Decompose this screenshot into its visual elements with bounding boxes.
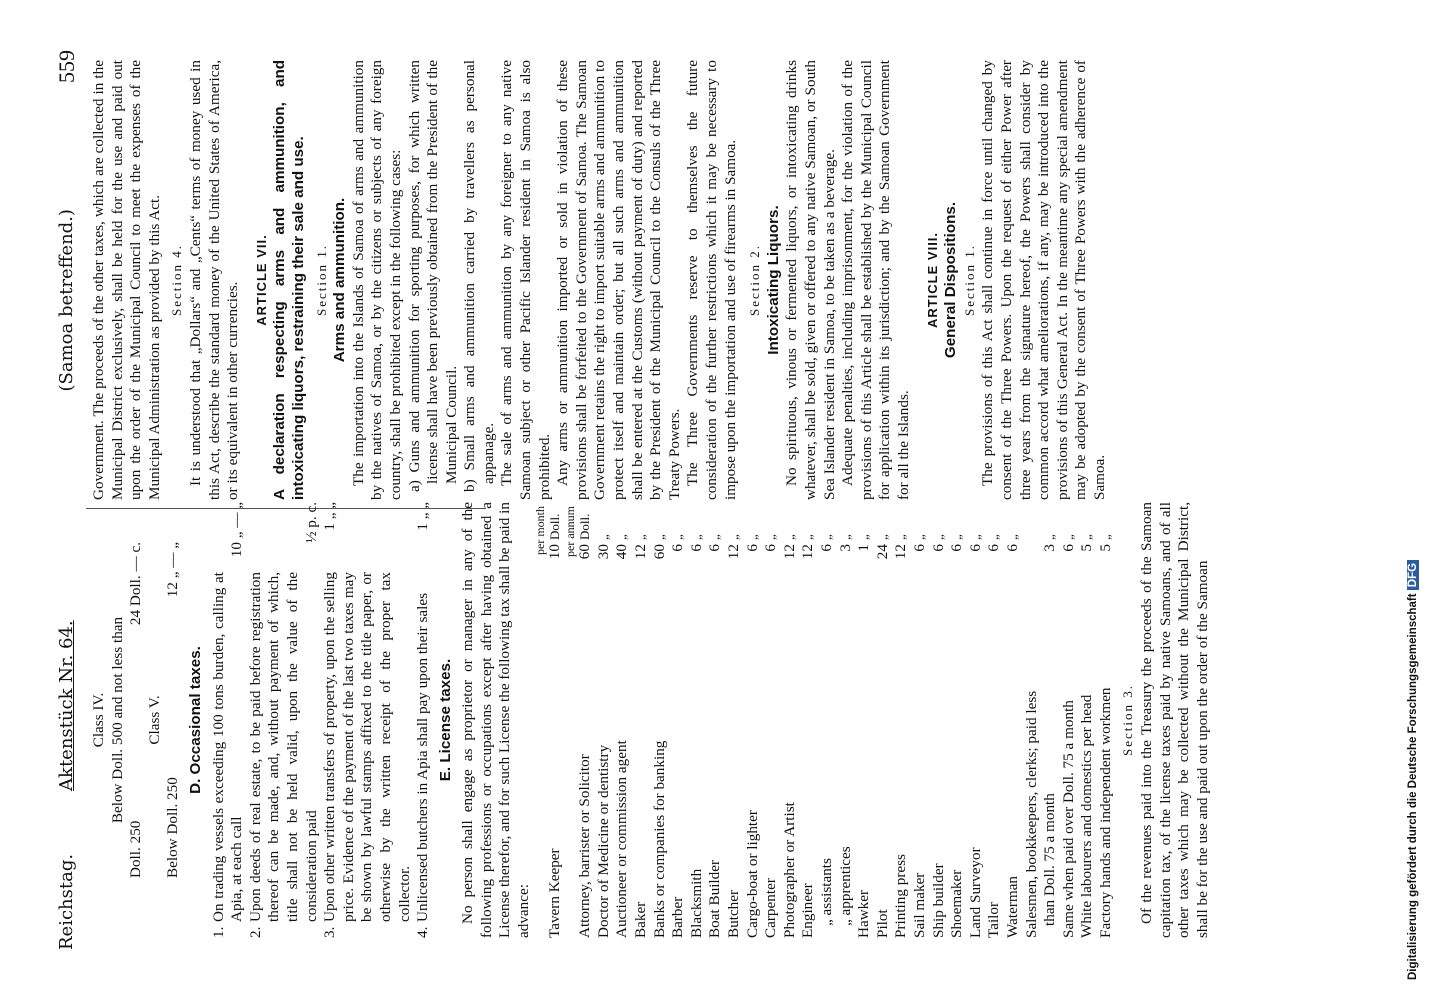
- rate-amount: 6: [948, 544, 966, 552]
- item-text: Upon deeds of real estate, to be paid before registration thereof can be made, and, without payment of which, title shall not be held valid, upon the value of the consideration paid: [246, 572, 320, 922]
- rate-unit: „: [818, 534, 834, 540]
- rate-name: Baker: [632, 901, 650, 938]
- occasional-item: [321, 502, 414, 938]
- rate-unit: „: [1042, 534, 1058, 540]
- rate-unit: „: [651, 534, 667, 540]
- article8-heading: ARTICLE VIII.: [924, 231, 940, 329]
- header-aktenstueck: Aktenstück Nr. 64.: [56, 620, 77, 791]
- rate-row: [1004, 502, 1023, 938]
- section3-text: Of the revenues paid into the Treasury the proceeds of the Samoan capitation tax, of the license taxes paid by native Samoans, and of all other taxes which may be collected without the Municipal District, shall be for the use and paid out upon the order of the Samoan: [1138, 502, 1211, 938]
- occasional-taxes-heading: D. Occasional taxes.: [186, 646, 204, 794]
- rate-name: Same when paid over Doll. 75 a month: [1059, 700, 1077, 938]
- rate-row: [1097, 502, 1116, 938]
- rate-unit: „: [856, 534, 872, 540]
- class4-line2: Doll. 250: [127, 820, 145, 878]
- license-rate-list-2: [1060, 502, 1116, 938]
- rate-name: Barber: [669, 896, 687, 938]
- rate-row: [576, 502, 595, 938]
- rate-row: [911, 502, 930, 938]
- occasional-item: [414, 502, 433, 938]
- item-number: 4.: [414, 926, 432, 938]
- rate-amount: 10: [545, 544, 563, 560]
- rate-name: Sail maker: [910, 872, 928, 938]
- rate-amount: 3: [1041, 544, 1059, 552]
- rate-unit: „: [986, 534, 1002, 540]
- section81-text: The provisions of this Act shall continue in force until changed by consent of the Three Powers. Upon the request of either Power after three years from the signature hereof, the Powers shall consider by common accord what ameliorations, if any, may be introduced into the provisions of this General Act. In the meantime any special amendment may be adopted by the consent of Three Powers with the adherence of Samoa.: [979, 60, 1108, 500]
- header-title: (Samoa betreffend.): [56, 209, 77, 392]
- per-month-label: per month: [532, 506, 547, 555]
- rate-unit: „: [670, 534, 686, 540]
- rate-name: Blacksmith: [687, 868, 705, 938]
- class5-line: Below Doll. 250: [164, 777, 182, 878]
- rate-unit: „: [1060, 534, 1076, 540]
- rate-name: Photographer or Artist: [780, 802, 798, 938]
- rate-unit: „: [726, 534, 741, 540]
- rate-name: Waterman: [1003, 875, 1021, 938]
- rate-name: than Doll. 75 a month: [1041, 793, 1059, 926]
- rate-unit: „: [763, 534, 779, 540]
- rate-unit: „: [1079, 534, 1095, 540]
- rate-row: [595, 502, 614, 938]
- license-taxes-heading: E. License taxes.: [436, 658, 454, 782]
- section4-heading: Section 4.: [169, 244, 185, 316]
- rate-unit: „: [1097, 534, 1113, 540]
- general-dispositions-heading: General Dispositions.: [942, 201, 960, 359]
- class4-value: 24 Doll. — c.: [127, 542, 145, 626]
- class4-row: [127, 502, 146, 938]
- rate-amount: 6: [706, 544, 724, 552]
- rate-row: [669, 502, 688, 938]
- rate-name: Butcher: [725, 889, 742, 938]
- rate-row: [855, 502, 874, 938]
- item-text: On trading vessels exceeding 100 tons burden, calling at Apia, at each call: [209, 572, 246, 922]
- rate-amount: 40: [613, 544, 631, 560]
- rate-row: [688, 502, 707, 938]
- rate-amount: 60: [650, 544, 668, 560]
- rate-amount: 6: [687, 544, 705, 552]
- rate-name: Pilot: [873, 909, 891, 938]
- rate-name: Tavern Keeper: [545, 848, 563, 938]
- rate-unit: Doll.: [577, 513, 593, 540]
- rate-row: [892, 502, 911, 938]
- liquors-para2: Adequate penalties, including imprisonment, for the violation of the provisions of this Article shall be established by the Municipal Council for application within its jurisdiction; and by the Samoan Government for all the Islands.: [839, 60, 912, 500]
- rate-unit: „: [595, 534, 611, 540]
- rate-amount: 6: [966, 544, 984, 552]
- rate-row: [781, 502, 800, 938]
- rate-row: [967, 502, 986, 938]
- item-number: 2.: [246, 926, 264, 938]
- item-value: 1 „ „: [414, 502, 432, 531]
- item-number: 1.: [209, 926, 227, 938]
- item-number: 3.: [321, 926, 339, 938]
- class5-row: [164, 502, 183, 938]
- section1-heading: Section 1.: [313, 244, 329, 316]
- rate-unit: „: [707, 534, 723, 540]
- rate-unit: „: [744, 534, 760, 540]
- rate-unit: Doll.: [546, 513, 562, 540]
- arms-para4: The Three Governments reserve to themselves the future consideration of the further restrictions which it may be necessary to impose upon the importation and use of firearms in Samoa.: [684, 60, 739, 500]
- dfg-logo: DFG: [1407, 560, 1419, 590]
- rate-amount: 3: [836, 544, 854, 552]
- rate-row: [744, 502, 763, 938]
- section81-heading: Section 1.: [961, 244, 977, 316]
- rate-row: [985, 502, 1004, 938]
- rate-row: [632, 502, 651, 938]
- rate-name: Carpenter: [762, 878, 780, 938]
- occasional-item: [210, 502, 247, 938]
- item-text: Upon other written transfers of property, upon the selling price. Evidence of the payment of the last two taxes may be shown by lawful stamps affixed to the title paper, or otherwise by the written receipt of the proper tax collector.: [321, 572, 413, 922]
- rate-name: Ship builder: [929, 863, 947, 938]
- item-value: 1 „ „: [321, 502, 339, 531]
- rate-name: Cargo-boat or lighter: [743, 810, 761, 938]
- rate-amount: 6: [762, 544, 780, 552]
- rate-name: Factory hands and independent workmen: [1096, 687, 1114, 938]
- license-intro: No person shall engage as proprietor or manager in any of the following professions or occupations except after having obtained a License therefor, and for such License the following tax shall be paid in advance:: [459, 502, 533, 938]
- arms-para2: The sale of arms and ammunition by any foreigner to any native Samoan subject or other Pacific Islander resident in Samoa is also prohibited.: [498, 60, 553, 500]
- rate-unit: „: [614, 534, 630, 540]
- rate-unit: „: [911, 534, 927, 540]
- arms-para3: Any arms or ammunition imported or sold in violation of these provisions shall be forfeited to the Government of Samoa. The Samoan Government retains the right to import suitable arms and ammunition to protect itself and maintain order; but all such arms and ammunition shall be entered at the Customs (without payment of duty) and reported by the President of the Municipal Council to the Consuls of the Three Treaty Powers.: [554, 60, 683, 500]
- continued-text: Government. The proceeds of the other taxes, which are collected in the Municipal District exclusively, shall be held for the use and paid out upon the order of the Municipal Council to meet the expenses of the Municipal Administration as provided by this Act.: [90, 60, 163, 500]
- rate-name: Boat Builder: [706, 859, 724, 938]
- rate-amount: 5: [1078, 544, 1096, 552]
- class5-heading: Class V.: [145, 695, 163, 745]
- page-header: [54, 50, 84, 950]
- class4-heading: Class IV.: [90, 692, 107, 748]
- rate-row-salesmen: [1041, 502, 1060, 938]
- rate-row: [948, 502, 967, 938]
- license-rate-list: [576, 502, 1022, 938]
- header-center: [54, 50, 79, 950]
- rate-row: [799, 502, 818, 938]
- rate-amount: 12: [892, 544, 910, 560]
- rate-name: Tailor: [985, 901, 1003, 938]
- article7-title: A declaration respecting arms and ammunition, and intoxicating liquors, restraining their sale and use.: [271, 60, 307, 500]
- rate-amount: 12: [632, 544, 650, 560]
- rate-row: [837, 502, 856, 938]
- rate-amount: 6: [929, 544, 947, 552]
- arms-heading: Arms and ammunition.: [331, 197, 349, 363]
- rate-amount: 12: [725, 544, 742, 560]
- rate-name: White labourers and domestics per head: [1078, 694, 1096, 938]
- rate-amount: 30: [594, 544, 612, 560]
- rate-unit: „: [930, 534, 946, 540]
- rate-unit: „: [800, 534, 816, 540]
- rate-amount: 6: [910, 544, 928, 552]
- rate-row: [706, 502, 725, 938]
- arms-case-b: b) Small arms and ammunition carried by travellers as personal appanage.: [461, 60, 497, 492]
- item-text: Unlicensed butchers in Apia shall pay upon their sales: [414, 593, 432, 922]
- rate-row: [930, 502, 949, 938]
- rate-row: [818, 502, 837, 938]
- item-value: 10 „ — „: [228, 502, 246, 558]
- liquors-heading: Intoxicating Liquors.: [764, 205, 782, 355]
- rate-unit: „: [781, 534, 797, 540]
- rate-amount: 12: [799, 544, 817, 560]
- rate-name: Printing press: [892, 854, 910, 938]
- rate-unit: „: [633, 534, 649, 540]
- left-column: [90, 502, 1212, 938]
- rate-amount: 60: [576, 544, 594, 560]
- salesmen-line1: Salesmen, bookkeepers, clerks; paid less: [1022, 690, 1040, 938]
- rate-unit: „: [688, 534, 704, 540]
- rate-name: Auctioneer or commission agent: [613, 740, 631, 938]
- rate-unit: „: [874, 534, 890, 540]
- item-value: ½ p. c.: [302, 502, 320, 543]
- page-number: 559: [54, 50, 79, 83]
- rate-name: Engineer: [799, 883, 817, 938]
- section3-heading: Section 3.: [1120, 684, 1136, 756]
- per-annum-label: per annum: [563, 506, 578, 557]
- rate-name: „ assistants: [817, 858, 835, 926]
- rate-amount: 6: [669, 544, 687, 552]
- rate-unit: „: [837, 534, 853, 540]
- rate-row: [725, 502, 744, 938]
- rate-unit: „: [1004, 534, 1020, 540]
- rate-unit: „: [967, 534, 983, 540]
- digitization-note: [1404, 30, 1423, 980]
- liquors-para1: No spirituous, vinous or fermented liquors, or intoxicating drinks whatever, shall be sold, given or offered to any native Samoan, or South Sea Islander resident in Samoa, to be taken as a beverage.: [783, 60, 838, 500]
- digitization-text: Digitalisierung gefördert durch die Deutsche Forschungsgemeinschaft: [1407, 593, 1419, 980]
- rate-amount: 1: [855, 544, 873, 552]
- rate-amount: 6: [1059, 544, 1077, 552]
- class4-line1: Below Doll. 500 and not less than: [108, 616, 126, 824]
- rate-name: Banks or companies for banking: [650, 740, 668, 938]
- rate-name: „ apprentices: [836, 846, 854, 926]
- rate-amount: 6: [743, 544, 761, 552]
- header-left: Reichstag.: [56, 853, 77, 950]
- class5-value: 12 „ — „: [164, 542, 182, 598]
- rate-amount: 6: [1003, 544, 1021, 552]
- rate-row: [762, 502, 781, 938]
- rate-name: Hawker: [855, 889, 873, 938]
- rate-name: Shoemaker: [948, 869, 966, 938]
- rate-amount: 24: [873, 544, 891, 560]
- rate-row-tavern: [546, 502, 565, 938]
- rate-amount: 5: [1096, 544, 1114, 552]
- article7-heading: ARTICLE VII.: [253, 234, 269, 326]
- right-column: [90, 60, 1109, 500]
- rate-name: Doctor of Medicine or dentistry: [594, 744, 612, 938]
- section2-heading: Section 2.: [747, 244, 763, 316]
- rate-row: [651, 502, 670, 938]
- rate-unit: „: [893, 534, 909, 540]
- rate-amount: 12: [780, 544, 798, 560]
- rate-row: [1060, 502, 1079, 938]
- rate-name: Land Surveyor: [966, 847, 984, 938]
- rate-row: [1078, 502, 1097, 938]
- section4-text: It is understood that „Dollars“ and „Cents“ terms of money used in this Act, describe the standard money of the United States of America, or its equivalent in other currencies.: [186, 60, 242, 500]
- rate-name: Attorney, barrister or Solicitor: [576, 754, 594, 938]
- rate-unit: „: [949, 534, 965, 540]
- rate-row: [874, 502, 893, 938]
- arms-case-a: a) Guns and ammunition for sporting purposes, for which written license shall have been previously obtained from the President of the Municipal Council.: [405, 60, 460, 492]
- arms-para1: The importation into the Islands of Samoa of arms and ammunition by the natives of Samoa, or by the citizens or subjects of any foreign country, shall be prohibited except in the following cases:: [349, 60, 404, 500]
- rate-row: [613, 502, 632, 938]
- rate-amount: 6: [817, 544, 835, 552]
- rate-amount: 6: [985, 544, 1003, 552]
- occasional-item: [247, 502, 321, 938]
